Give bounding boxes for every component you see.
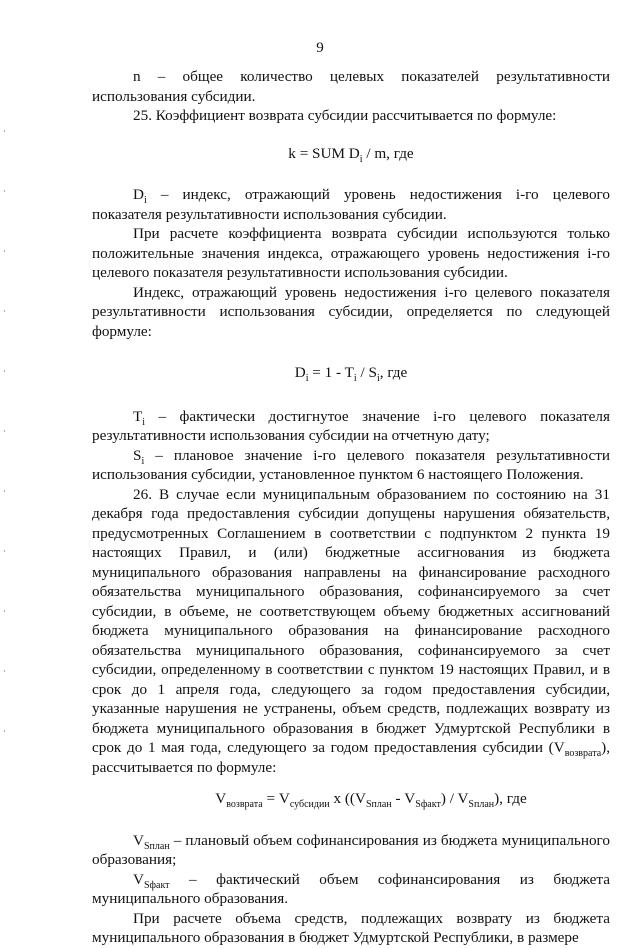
paragraph-26: 26. В случае если муниципальным образованием по состоянию на 31 декабря года предоставления субсидии допущены нарушения обязательств, предусмотренных Соглашением в соответствии с подпунктом 2 пункта 19 настоящих Правил, и (или) бюджетные ассигнования из бюджета муниципального образования направлены на финансирование расходного обязательства муниципального образования, софинансируемого за счет субсидии, в объеме, не соответствующем объему бюджетных ассигнований бюджета муниципального образования на финансирование расходного обязательства муниципального образования, софинансируемого за счет субсидии, определенному в соответствии с пунктом 19 настоящих Правил, и в срок до 1 апреля года, следующего за годом предоставления субсидии, указанные нарушения не устранены, объем средств, подлежащих возврату из бюджета муниципального образования в бюджет Удмуртской Республики в срок до 1 мая года, следующего за годом предоставления субсидии $(V_{возврата})$, рассчитывается по формуле: [92,485,610,776]
formula-v: $V_{возврата} = V_{субсидии}$ x $((V_{Sплан} - V_{Sфакт}) / V_{Sплан})$, где [215,790,527,811]
formula-d: $D_i = 1 - T_i / S_i$, где [294,364,408,385]
paragraph-index: Индекс, отражающий уровень недостижения i-го целевого показателя результативности использования субсидии, определяется по следующей формуле: [92,283,610,340]
scan-edge-marks [4,130,6,830]
definition-si: $S_i$ – плановое значение i-го целевого показателя результативности использования субсидии, установленное пунктом 6 настоящего Положения. [92,446,610,483]
page-number: 9 [316,40,324,56]
definition-ti: $T_i$ – фактически достигнутое значение i-го целевого показателя результативности использования субсидии на отчетную дату; [92,407,610,444]
paragraph-last: При расчете объема средств, подлежащих возврату из бюджета муниципального образования в бюджет Удмуртской Республики, в размере [92,909,610,946]
document-body [92,67,610,948]
paragraph-n-definition: n – общее количество целевых показателей результативности использования субсидии. [92,68,610,105]
paragraph-25: 25. Коэффициент возврата субсидии рассчитывается по формуле: [133,107,557,124]
formula-k: k = SUM $D_i$ / m, где [288,144,414,165]
definition-vfact: $V_{Sфакт}$ – фактический объем софинансирования из бюджета муниципального образования. [92,870,610,907]
paragraph-calc: При расчете коэффициента возврата субсидии используются только положительные значения индекса, отражающего уровень недостижения i-го целевого показателя результативности использования субсидии. [92,225,610,281]
definition-di: $D_i$ – индекс, отражающий уровень недостижения i-го целевого показателя результативности использования субсидии. [92,186,610,223]
definition-vplan: $V_{Sплан}$ – плановый объем софинансирования из бюджета муниципального образования; [92,831,610,868]
